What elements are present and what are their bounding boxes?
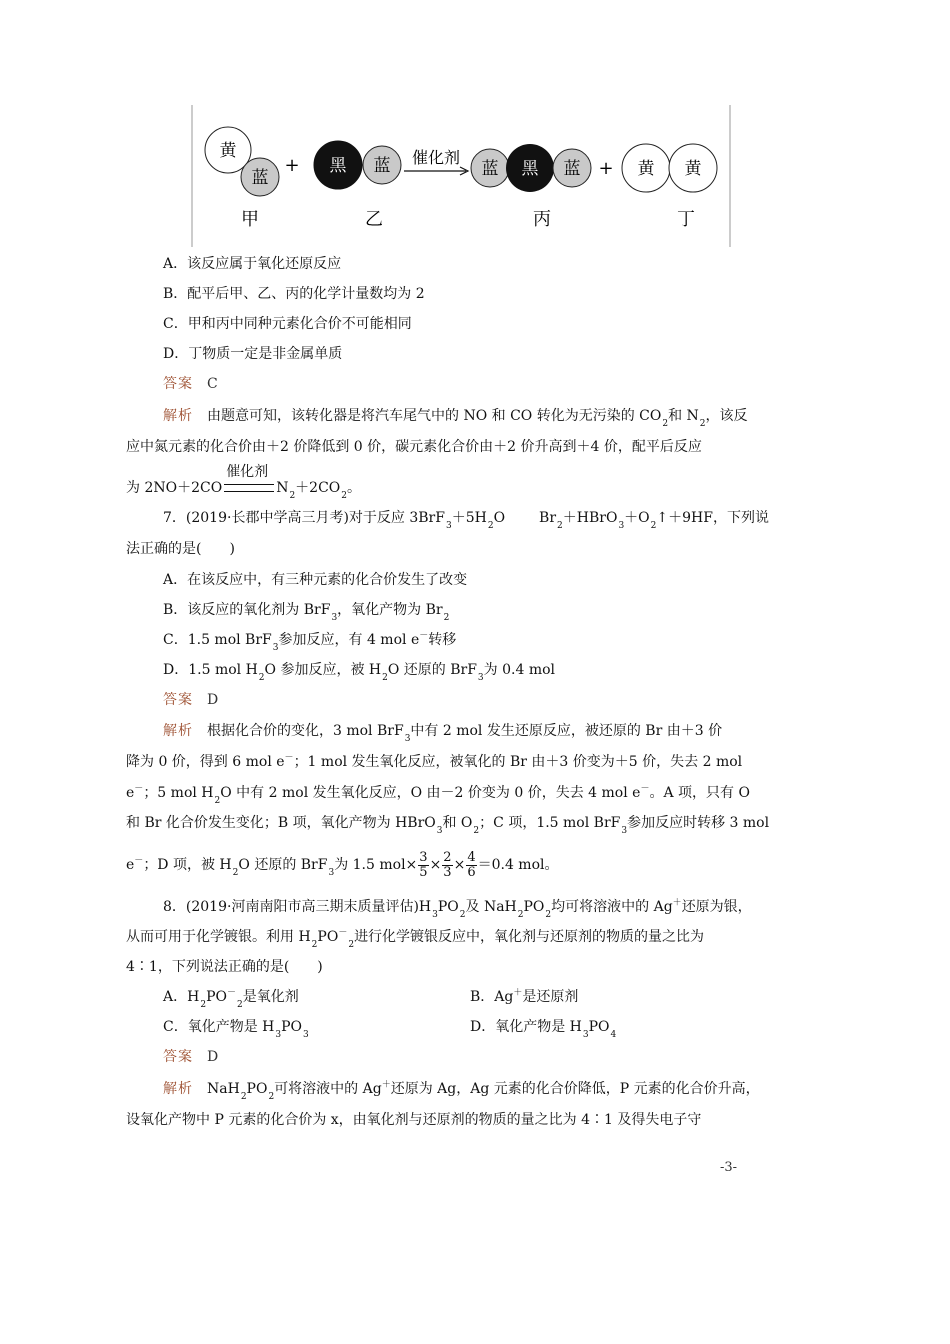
q8-analysis-line2: 设氧化产物中 P 元素的化合价为 x，由氧化剂与还原剂的物质的量之比为 4∶1 及得失电子守	[126, 1112, 702, 1128]
label-bing: 丙	[533, 209, 551, 230]
atom-blue-label: 蓝	[251, 168, 269, 188]
q6-analysis-line2: 应中氮元素的化合价由＋2 价降低到 0 价，碳元素化合价由＋2 价升高到＋4 价，配平后反应	[126, 439, 702, 455]
fraction: $\frac{2}{3}$	[443, 849, 452, 880]
svg-text:+: +	[598, 158, 614, 179]
q8-stem-line3: 4∶1，下列说法正确的是( )	[126, 959, 323, 975]
q6-analysis-line1: 解析 由题意可知，该转化器是将汽车尾气中的 NO 和 CO 转化为无污染的 $CO_2$和 $N_2$，该反	[163, 408, 748, 429]
svg-text:黄: 黄	[684, 159, 702, 179]
label-jia: 甲	[241, 209, 259, 230]
q6-option-a: A．该反应属于氧化还原反应	[163, 256, 342, 272]
atom-blue-label: 蓝	[373, 156, 391, 176]
label-yi: 乙	[365, 209, 383, 230]
q8-stem-line2: 从而可用于化学镀银。利用 $H_2PO^-_2$进行化学镀银反应中，氧化剂与还原剂的物质的量之比为	[126, 928, 705, 950]
q7-analysis-line4: 和 Br 化合价发生变化；B 项，氧化产物为 HBrO$_3$和 $O_2$；C 项，1.5 mol BrF$_3$参加反应时转移 3 mol	[126, 815, 770, 836]
q6-option-b: B．配平后甲、乙、丙的化学计量数均为 2	[163, 286, 425, 302]
reaction-diagram	[190, 105, 732, 247]
q6-analysis-line3: 为 2NO＋2CO 催化剂 $N_2+2CO_2$。	[126, 464, 362, 501]
q7-analysis-line5: e－；D 项，被 $H_2O$ 还原的 BrF$_3$为 1.5 mol× $\frac{3}{5}$ × $\frac{2}{3}$ × $\frac{4}{6}$ ＝0.4 mol。	[126, 849, 559, 880]
q6-answer: 答案 C	[163, 376, 218, 392]
page-number: -3-	[720, 1160, 738, 1175]
svg-text:黄: 黄	[637, 159, 655, 179]
q7-stem-line2: 法正确的是( )	[126, 541, 235, 557]
q7-analysis-line1: 解析 根据化合价的变化，3 mol BrF$_3$中有 2 mol 发生还原反应，被还原的 Br 由＋3 价	[163, 723, 723, 744]
q7-stem-line1: 7．(2019·长郡中学高三月考)对于反应 $3BrF_3+5H_2O$ $Br_2+HBrO_3+O_2↑+9HF$，下列说	[163, 510, 769, 531]
q8-stem-line1: 8．(2019·河南南阳市高三期末质量评估)$H_3PO_2$及 $NaH_2PO_2$均可将溶液中的 Ag＋还原为银，	[163, 898, 752, 920]
q7-option-c: C．1.5 mol BrF$_3$参加反应，有 4 mol e－转移	[163, 631, 457, 653]
q6-option-d: D．丁物质一定是非金属单质	[163, 346, 343, 362]
q8-option-c: C．氧化产物是 $H_3PO_3$	[163, 1019, 309, 1040]
q7-analysis-line3: e－；5 mol $H_2O$ 中有 2 mol 发生氧化反应，O 由－2 价变为 0 价，失去 4 mol e－。A 项，只有 O	[126, 784, 750, 806]
atom-yellow-label: 黄	[219, 141, 237, 161]
q7-option-a: A．在该反应中，有三种元素的化合价发生了改变	[163, 572, 468, 588]
q8-option-b: B．Ag＋是还原剂	[470, 988, 579, 1005]
q8-analysis-line1: 解析 $NaH_2PO_2$可将溶液中的 Ag＋还原为 Ag，Ag 元素的化合价降低，P 元素的化合价升高，	[163, 1080, 760, 1102]
plus-sign: +	[284, 155, 300, 176]
svg-text:蓝: 蓝	[563, 159, 581, 179]
q7-answer: 答案 D	[163, 692, 219, 708]
fraction: $\frac{4}{6}$	[467, 849, 476, 880]
atom-black-label: 黑	[329, 156, 347, 176]
svg-text:黑: 黑	[521, 159, 539, 179]
q6-option-c: C．甲和丙中同种元素化合价不可能相同	[163, 316, 412, 332]
q8-answer: 答案 D	[163, 1049, 219, 1065]
q8-option-a: A．$H_2PO^-_2$是氧化剂	[163, 988, 299, 1010]
q7-analysis-line2: 降为 0 价，得到 6 mol e－；1 mol 发生氧化反应，被氧化的 Br 由＋3 价变为＋5 价，失去 2 mol	[126, 753, 743, 770]
label-ding: 丁	[677, 209, 695, 230]
fraction: $\frac{3}{5}$	[419, 849, 428, 880]
catalyst-label: 催化剂	[411, 148, 461, 167]
q7-option-b: B．该反应的氧化剂为 BrF$_3$，氧化产物为 $Br_2$	[163, 602, 450, 623]
q7-option-d: D．1.5 mol $H_2O$ 参加反应，被 $H_2O$ 还原的 BrF$_3$为 0.4 mol	[163, 662, 556, 683]
svg-text:蓝: 蓝	[481, 159, 499, 179]
q8-option-d: D．氧化产物是 $H_3PO_4$	[470, 1019, 617, 1040]
